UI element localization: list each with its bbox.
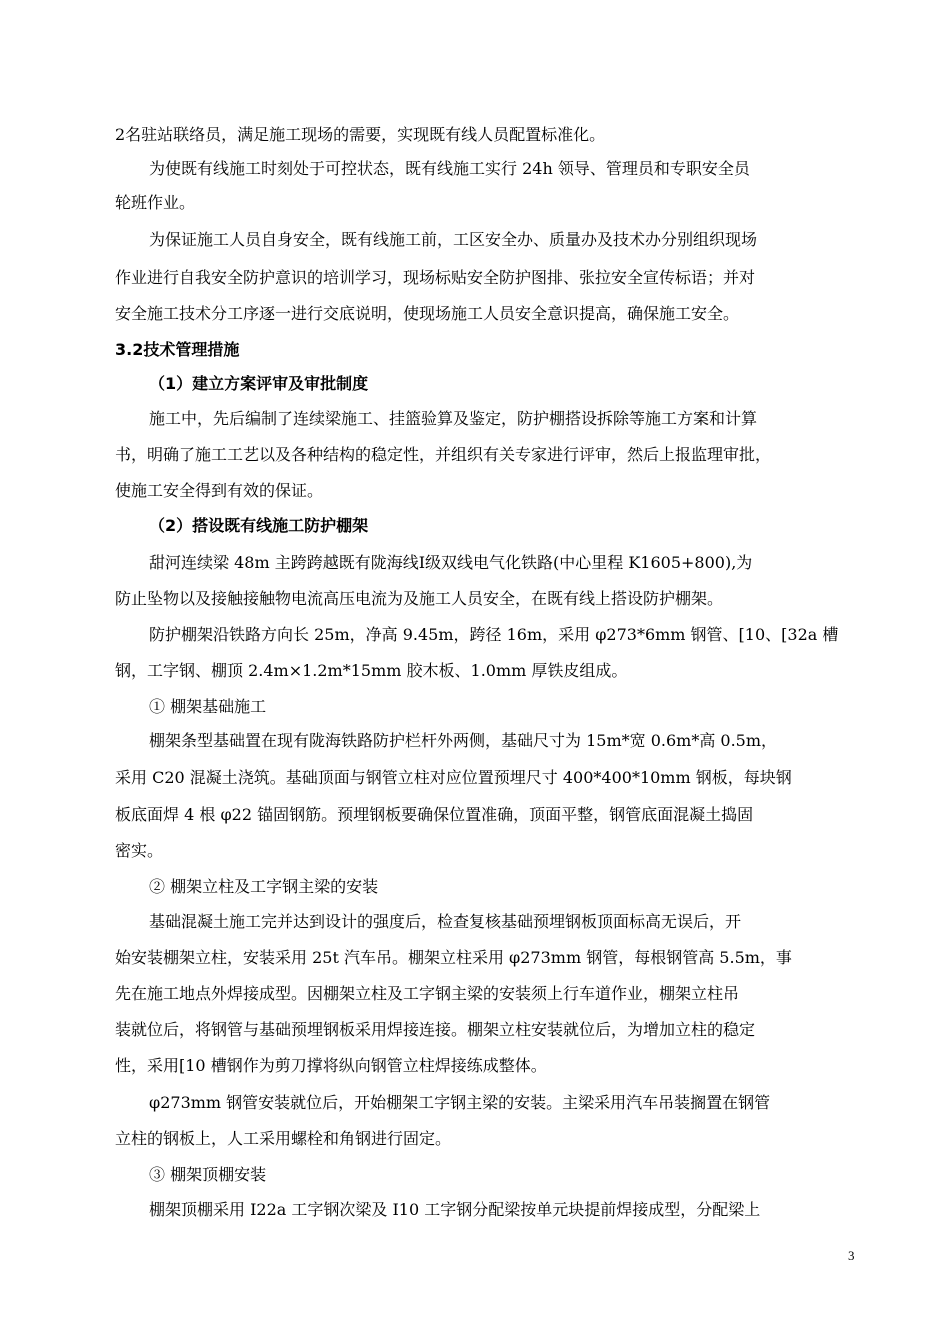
paragraph-line: 立柱的钢板上，人工采用螺栓和角钢进行固定。 [115, 1129, 452, 1148]
paragraph-line: 2名驻站联络员，满足施工现场的需要，实现既有线人员配置标准化。 [115, 125, 606, 144]
paragraph-line: 为保证施工人员自身安全，既有线施工前，工区安全办、质量办及技术办分别组织现场 [149, 230, 758, 249]
paragraph-line: 始安装棚架立柱，安装采用 25t 汽车吊。棚架立柱采用 φ273mm 钢管，每根钢管高 5.5m，事 [115, 948, 792, 967]
paragraph-line: 装就位后，将钢管与基础预埋钢板采用焊接连接。棚架立柱安装就位后，为增加立柱的稳定 [115, 1020, 756, 1039]
subsection-heading: （2）搭设既有线施工防护棚架 [149, 516, 369, 535]
paragraph-line: 防止坠物以及接触接触物电流高压电流为及施工人员安全，在既有线上搭设防护棚架。 [115, 589, 724, 608]
paragraph-line: 采用 C20 混凝土浇筑。基础顶面与钢管立柱对应位置预埋尺寸 400*400*10mm 钢板，每块钢 [115, 768, 792, 787]
paragraph-line: 防护棚架沿铁路方向长 25m，净高 9.45m，跨径 16m，采用 φ273*6mm 钢管、[10、[32a 槽 [149, 625, 839, 644]
paragraph-line: 作业进行自我安全防护意识的培训学习，现场标贴安全防护图排、张拉安全宣传标语；并对 [115, 268, 756, 287]
paragraph-line: 为使既有线施工时刻处于可控状态，既有线施工实行 24h 领导、管理员和专职安全员 [149, 159, 750, 178]
paragraph-line: 使施工安全得到有效的保证。 [115, 481, 324, 500]
list-item-heading: ③ 棚架顶棚安装 [149, 1165, 267, 1184]
paragraph-line: 安全施工技术分工序逐一进行交底说明，使现场施工人员安全意识提高，确保施工安全。 [115, 304, 740, 323]
paragraph-line: φ273mm 钢管安装就位后，开始棚架工字钢主梁的安装。主梁采用汽车吊装搁置在钢管 [149, 1093, 771, 1112]
paragraph-line: 书，明确了施工工艺以及各种结构的稳定性，并组织有关专家进行评审，然后上报监理审批， [115, 445, 772, 464]
paragraph-line: 钢，工字钢、棚顶 2.4m×1.2m*15mm 胶木板、1.0mm 厚铁皮组成。 [115, 661, 628, 680]
paragraph-line: 轮班作业。 [115, 193, 196, 212]
list-item-heading: ① 棚架基础施工 [149, 697, 267, 716]
paragraph-line: 性，采用[10 槽钢作为剪刀撑将纵向钢管立柱焊接练成整体。 [115, 1056, 547, 1075]
paragraph-line: 施工中，先后编制了连续梁施工、挂篮验算及鉴定，防护棚搭设拆除等施工方案和计算 [149, 409, 758, 428]
paragraph-line: 先在施工地点外焊接成型。因棚架立柱及工字钢主梁的安装须上行车道作业，棚架立柱吊 [115, 984, 740, 1003]
paragraph-line: 甜河连续梁 48m 主跨跨越既有陇海线Ⅰ级双线电气化铁路(中心里程 K1605+800),为 [149, 553, 753, 572]
list-item-heading: ② 棚架立柱及工字钢主梁的安装 [149, 877, 379, 896]
section-heading: 3.2技术管理措施 [115, 340, 240, 359]
paragraph-line: 棚架顶棚采用 I22a 工字钢次梁及 I10 工字钢分配梁按单元块提前焊接成型，分配梁上 [149, 1200, 761, 1219]
page-number: 3 [848, 1248, 855, 1263]
subsection-heading: （1）建立方案评审及审批制度 [149, 374, 369, 393]
paragraph-line: 棚架条型基础置在现有陇海铁路防护栏杆外两侧，基础尺寸为 15m*宽 0.6m*高 0.5m， [149, 731, 778, 750]
paragraph-line: 密实。 [115, 841, 164, 860]
paragraph-line: 基础混凝土施工完并达到设计的强度后，检查复核基础预埋钢板顶面标高无误后，开 [149, 912, 742, 931]
paragraph-line: 板底面焊 4 根 φ22 锚固钢筋。预埋钢板要确保位置准确，顶面平整，钢管底面混凝土捣固 [115, 805, 754, 824]
